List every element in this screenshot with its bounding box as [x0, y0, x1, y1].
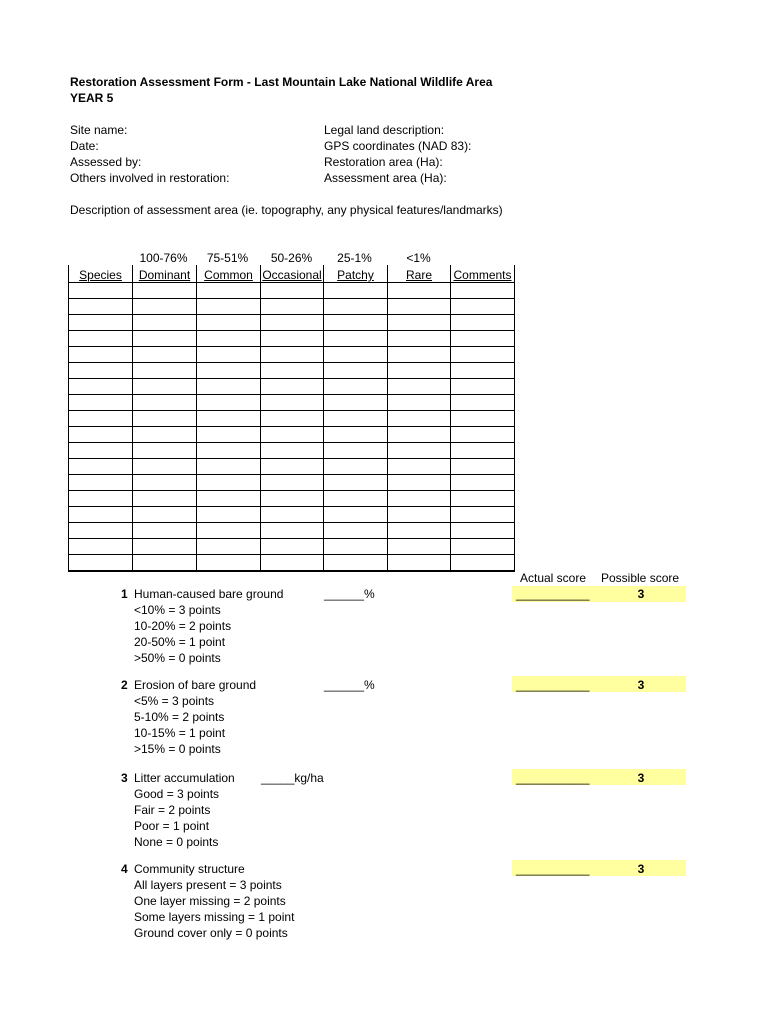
actual-score-field-3[interactable]: ___________: [516, 771, 590, 785]
table-cell[interactable]: [324, 427, 388, 443]
table-cell[interactable]: [388, 555, 451, 572]
table-cell[interactable]: [261, 539, 324, 555]
table-cell[interactable]: [197, 555, 261, 572]
legal-land-label: Legal land description:: [324, 123, 445, 137]
criterion-option: >50% = 0 points: [134, 651, 221, 665]
criterion-option: Some layers missing = 1 point: [134, 910, 295, 924]
table-cell[interactable]: [133, 283, 197, 299]
table-cell[interactable]: [261, 507, 324, 523]
table-row: [69, 539, 515, 555]
table-cell[interactable]: [69, 395, 133, 411]
table-cell[interactable]: [197, 491, 261, 507]
table-cell[interactable]: [69, 555, 133, 572]
table-cell[interactable]: [133, 459, 197, 475]
table-cell[interactable]: [451, 507, 515, 523]
year-label: YEAR 5: [70, 91, 114, 105]
table-cell[interactable]: [261, 395, 324, 411]
table-cell[interactable]: [133, 299, 197, 315]
table-cell[interactable]: [261, 347, 324, 363]
criterion-option: <5% = 3 points: [134, 694, 215, 708]
restoration-area-label: Restoration area (Ha):: [324, 155, 443, 169]
criterion-option: Poor = 1 point: [134, 819, 210, 833]
table-cell[interactable]: [388, 283, 451, 299]
col-rare: Rare: [388, 265, 451, 283]
table-cell[interactable]: [133, 379, 197, 395]
criterion-title-2: Erosion of bare ground: [134, 678, 257, 692]
criterion-option: <10% = 3 points: [134, 603, 221, 617]
criterion-option: None = 0 points: [134, 835, 219, 849]
table-cell[interactable]: [451, 539, 515, 555]
pct-rare: <1%: [406, 251, 431, 265]
criterion-option: One layer missing = 2 points: [134, 894, 286, 908]
table-cell[interactable]: [133, 523, 197, 539]
criterion-title-4: Community structure: [134, 862, 245, 876]
table-cell[interactable]: [197, 523, 261, 539]
actual-score-field-2[interactable]: ___________: [516, 678, 590, 692]
criterion-number-3: 3: [121, 771, 128, 785]
table-cell[interactable]: [388, 459, 451, 475]
table-row: [69, 443, 515, 459]
table-row: [69, 427, 515, 443]
table-cell[interactable]: [261, 475, 324, 491]
criterion-input-1[interactable]: ______%: [324, 587, 375, 601]
table-row: [69, 331, 515, 347]
table-cell[interactable]: [324, 299, 388, 315]
assessment-area-label: Assessment area (Ha):: [324, 171, 447, 185]
table-cell[interactable]: [388, 427, 451, 443]
table-cell[interactable]: [388, 347, 451, 363]
table-cell[interactable]: [324, 475, 388, 491]
table-cell[interactable]: [69, 347, 133, 363]
table-row: [69, 475, 515, 491]
table-cell[interactable]: [133, 555, 197, 572]
possible-score-2: 3: [637, 678, 645, 692]
table-row: [69, 315, 515, 331]
table-cell[interactable]: [69, 363, 133, 379]
table-cell[interactable]: [197, 459, 261, 475]
table-cell[interactable]: [261, 331, 324, 347]
table-cell[interactable]: [197, 507, 261, 523]
table-cell[interactable]: [451, 379, 515, 395]
criterion-input-2[interactable]: ______%: [324, 678, 375, 692]
table-cell[interactable]: [261, 523, 324, 539]
table-cell[interactable]: [451, 411, 515, 427]
criterion-number-1: 1: [121, 587, 128, 601]
table-cell[interactable]: [133, 507, 197, 523]
table-row: [69, 507, 515, 523]
col-patchy: Patchy: [324, 265, 388, 283]
species-table-body: [69, 283, 515, 572]
criterion-number-4: 4: [121, 862, 128, 876]
others-involved-label: Others involved in restoration:: [70, 171, 230, 185]
pct-dominant: 100-76%: [139, 251, 188, 265]
table-cell[interactable]: [69, 411, 133, 427]
table-row: [69, 283, 515, 299]
table-cell[interactable]: [451, 475, 515, 491]
col-occasional: Occasional: [261, 265, 324, 283]
table-cell[interactable]: [451, 443, 515, 459]
table-cell[interactable]: [261, 283, 324, 299]
table-row: [69, 411, 515, 427]
table-cell[interactable]: [69, 299, 133, 315]
table-cell[interactable]: [388, 475, 451, 491]
table-cell[interactable]: [451, 395, 515, 411]
possible-score-4: 3: [637, 862, 645, 876]
table-cell[interactable]: [133, 395, 197, 411]
table-cell[interactable]: [197, 347, 261, 363]
table-cell[interactable]: [451, 523, 515, 539]
table-row: [69, 363, 515, 379]
table-cell[interactable]: [133, 475, 197, 491]
table-cell[interactable]: [451, 347, 515, 363]
criterion-input-3[interactable]: _____kg/ha: [261, 771, 324, 785]
table-cell[interactable]: [69, 443, 133, 459]
table-cell[interactable]: [451, 283, 515, 299]
table-cell[interactable]: [324, 315, 388, 331]
table-cell[interactable]: [451, 555, 515, 572]
table-cell[interactable]: [324, 283, 388, 299]
actual-score-field-4[interactable]: ___________: [516, 862, 590, 876]
pct-common: 75-51%: [206, 251, 249, 265]
assessed-by-label: Assessed by:: [70, 155, 142, 169]
table-row: [69, 491, 515, 507]
table-cell[interactable]: [69, 491, 133, 507]
table-cell[interactable]: [261, 379, 324, 395]
table-cell[interactable]: [388, 315, 451, 331]
table-row: [69, 299, 515, 315]
table-cell[interactable]: [261, 299, 324, 315]
table-cell[interactable]: [197, 299, 261, 315]
criterion-option: All layers present = 3 points: [134, 878, 282, 892]
table-cell[interactable]: [261, 315, 324, 331]
table-cell[interactable]: [69, 427, 133, 443]
table-cell[interactable]: [324, 507, 388, 523]
criterion-option: Good = 3 points: [134, 787, 220, 801]
table-cell[interactable]: [197, 427, 261, 443]
criterion-option: Fair = 2 points: [134, 803, 211, 817]
table-cell[interactable]: [69, 475, 133, 491]
table-row: [69, 459, 515, 475]
possible-score-header: Possible score: [601, 571, 680, 585]
table-cell[interactable]: [451, 491, 515, 507]
actual-score-field-1[interactable]: ___________: [516, 587, 590, 601]
criterion-option: 10-15% = 1 point: [134, 726, 226, 740]
table-cell[interactable]: [69, 331, 133, 347]
table-cell[interactable]: [324, 539, 388, 555]
table-cell[interactable]: [197, 395, 261, 411]
table-cell[interactable]: [388, 411, 451, 427]
table-cell[interactable]: [451, 459, 515, 475]
table-header-row: [69, 265, 515, 283]
date-label: Date:: [70, 139, 99, 153]
table-cell[interactable]: [197, 283, 261, 299]
col-dominant: Dominant: [133, 265, 197, 283]
col-comments: Comments: [451, 265, 515, 283]
table-cell[interactable]: [324, 331, 388, 347]
criterion-option: 20-50% = 1 point: [134, 635, 226, 649]
table-cell[interactable]: [133, 427, 197, 443]
table-cell[interactable]: [388, 363, 451, 379]
table-cell[interactable]: [197, 443, 261, 459]
table-cell[interactable]: [324, 443, 388, 459]
criterion-option: Ground cover only = 0 points: [134, 926, 288, 940]
criterion-option: 5-10% = 2 points: [134, 710, 225, 724]
table-cell[interactable]: [324, 411, 388, 427]
table-cell[interactable]: [451, 427, 515, 443]
form-title: Restoration Assessment Form - Last Mountain Lake National Wildlife Area: [70, 75, 493, 89]
criterion-title-1: Human-caused bare ground: [134, 587, 284, 601]
species-table: [68, 265, 515, 572]
table-cell[interactable]: [388, 507, 451, 523]
table-row: [69, 347, 515, 363]
table-cell[interactable]: [324, 347, 388, 363]
table-cell[interactable]: [261, 491, 324, 507]
table-cell[interactable]: [197, 539, 261, 555]
possible-score-1: 3: [637, 587, 645, 601]
description-label: Description of assessment area (ie. topography, any physical features/landmarks): [70, 203, 503, 217]
table-cell[interactable]: [261, 363, 324, 379]
table-cell[interactable]: [324, 491, 388, 507]
table-cell[interactable]: [388, 491, 451, 507]
table-cell[interactable]: [324, 395, 388, 411]
col-species: Species: [69, 265, 133, 283]
table-cell[interactable]: [69, 459, 133, 475]
table-cell[interactable]: [197, 475, 261, 491]
table-cell[interactable]: [261, 411, 324, 427]
table-cell[interactable]: [197, 379, 261, 395]
table-cell[interactable]: [197, 331, 261, 347]
table-cell[interactable]: [451, 331, 515, 347]
table-cell[interactable]: [261, 459, 324, 475]
table-cell[interactable]: [133, 443, 197, 459]
criterion-number-2: 2: [121, 678, 128, 692]
table-cell[interactable]: [133, 315, 197, 331]
table-cell[interactable]: [451, 363, 515, 379]
table-cell[interactable]: [388, 331, 451, 347]
table-cell[interactable]: [261, 427, 324, 443]
table-cell[interactable]: [324, 523, 388, 539]
table-cell[interactable]: [69, 523, 133, 539]
table-row: [69, 379, 515, 395]
table-cell[interactable]: [69, 315, 133, 331]
criterion-option: >15% = 0 points: [134, 742, 221, 756]
table-cell[interactable]: [133, 491, 197, 507]
table-cell[interactable]: [69, 539, 133, 555]
table-cell[interactable]: [69, 507, 133, 523]
table-cell[interactable]: [324, 459, 388, 475]
table-cell[interactable]: [69, 283, 133, 299]
table-cell[interactable]: [133, 331, 197, 347]
table-cell[interactable]: [324, 555, 388, 572]
table-cell[interactable]: [388, 395, 451, 411]
table-cell[interactable]: [133, 539, 197, 555]
table-cell[interactable]: [261, 443, 324, 459]
criterion-option: 10-20% = 2 points: [134, 619, 232, 633]
table-cell[interactable]: [324, 363, 388, 379]
table-cell[interactable]: [388, 379, 451, 395]
table-cell[interactable]: [261, 555, 324, 572]
table-cell[interactable]: [197, 363, 261, 379]
table-cell[interactable]: [451, 299, 515, 315]
col-common: Common: [197, 265, 261, 283]
possible-score-3: 3: [637, 771, 645, 785]
table-cell[interactable]: [197, 315, 261, 331]
gps-label: GPS coordinates (NAD 83):: [324, 139, 472, 153]
table-cell[interactable]: [133, 411, 197, 427]
table-cell[interactable]: [197, 411, 261, 427]
table-cell[interactable]: [324, 379, 388, 395]
table-cell[interactable]: [388, 539, 451, 555]
table-row: [69, 523, 515, 539]
criterion-title-3: Litter accumulation: [134, 771, 235, 785]
table-cell[interactable]: [451, 315, 515, 331]
table-cell[interactable]: [69, 379, 133, 395]
pct-patchy: 25-1%: [337, 251, 372, 265]
site-name-label: Site name:: [70, 123, 128, 137]
table-cell[interactable]: [388, 443, 451, 459]
table-cell[interactable]: [133, 363, 197, 379]
table-row: [69, 395, 515, 411]
actual-score-header: Actual score: [520, 571, 587, 585]
table-row: [69, 555, 515, 572]
table-cell[interactable]: [388, 299, 451, 315]
table-cell[interactable]: [388, 523, 451, 539]
table-cell[interactable]: [133, 347, 197, 363]
pct-occasional: 50-26%: [270, 251, 313, 265]
